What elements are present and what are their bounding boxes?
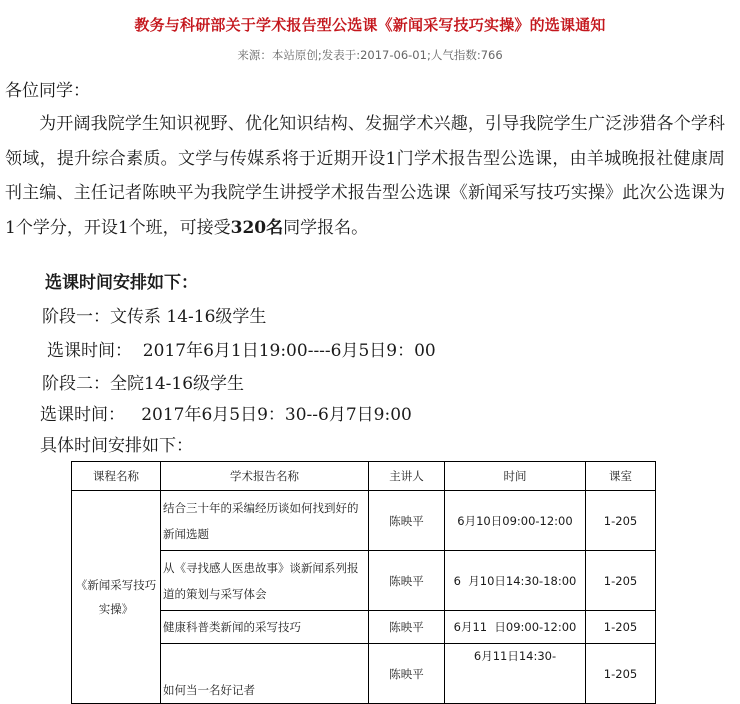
room-cell: 1-205 — [586, 551, 656, 611]
time-cell: 6月10日09:00-12:00 — [445, 491, 586, 551]
schedule-table — [71, 461, 656, 704]
table-header-row — [72, 462, 656, 491]
stage-one: 阶段一：文传系 14-16级学生 — [42, 307, 267, 327]
time-cell: 6月11日14:30- — [445, 644, 586, 704]
header-time: 时间 — [445, 462, 586, 491]
topic-cell: 如何当一名好记者 — [161, 644, 369, 704]
quota-count: 320名 — [230, 217, 284, 238]
detail-heading: 具体时间安排如下： — [40, 436, 193, 456]
room-cell: 1-205 — [586, 644, 656, 704]
room-cell: 1-205 — [586, 491, 656, 551]
intro-text: 为开阔我院学生知识视野、优化知识结构、发掘学术兴趣，引导我院学生广泛涉猎各个学科领域，提升综合素质。文学与传媒系将于近期开设1门学术报告型公选课，由羊城晚报社健康周刊主编、主任记者陈映平为我院学生讲授学术报告型公选课《新闻采写技巧实操》此次公选课为1个学分，开设1个班，可接受 — [5, 114, 725, 238]
room-cell: 1-205 — [586, 611, 656, 644]
speaker-cell: 陈映平 — [369, 491, 445, 551]
schedule-heading: 选课时间安排如下： — [45, 273, 198, 293]
speaker-cell: 陈映平 — [369, 551, 445, 611]
stage-two: 阶段二：全院14-16级学生 — [42, 374, 245, 394]
intro-paragraph — [5, 107, 725, 245]
topic-cell: 从《寻找感人医患故事》谈新闻系列报道的策划与采写体会 — [161, 551, 369, 611]
header-room: 课室 — [586, 462, 656, 491]
greeting: 各位同学： — [5, 81, 90, 101]
time-cell: 6 月10日14:30-18:00 — [445, 551, 586, 611]
speaker-cell: 陈映平 — [369, 644, 445, 704]
intro-text-end: 同学报名。 — [283, 217, 369, 238]
topic-cell: 结合三十年的采编经历谈如何找到好的新闻选题 — [161, 491, 369, 551]
time-cell: 6月11 日09:00-12:00 — [445, 611, 586, 644]
header-topic: 学术报告名称 — [161, 462, 369, 491]
header-speaker: 主讲人 — [369, 462, 445, 491]
course-name-cell: 《新闻采写技巧实操》 — [72, 491, 161, 704]
speaker-cell: 陈映平 — [369, 611, 445, 644]
table-row — [72, 491, 656, 551]
notice-meta: 来源：本站原创;发表于:2017-06-01;人气指数:766 — [237, 48, 503, 62]
stage-one-time: 选课时间： 2017年6月1日19:00----6月5日9：00 — [47, 341, 436, 361]
stage-two-time: 选课时间： 2017年6月5日9：30--6月7日9:00 — [40, 405, 412, 425]
notice-title: 教务与科研部关于学术报告型公选课《新闻采写技巧实操》的选课通知 — [134, 16, 606, 34]
topic-cell: 健康科普类新闻的采写技巧 — [161, 611, 369, 644]
header-course: 课程名称 — [72, 462, 161, 491]
